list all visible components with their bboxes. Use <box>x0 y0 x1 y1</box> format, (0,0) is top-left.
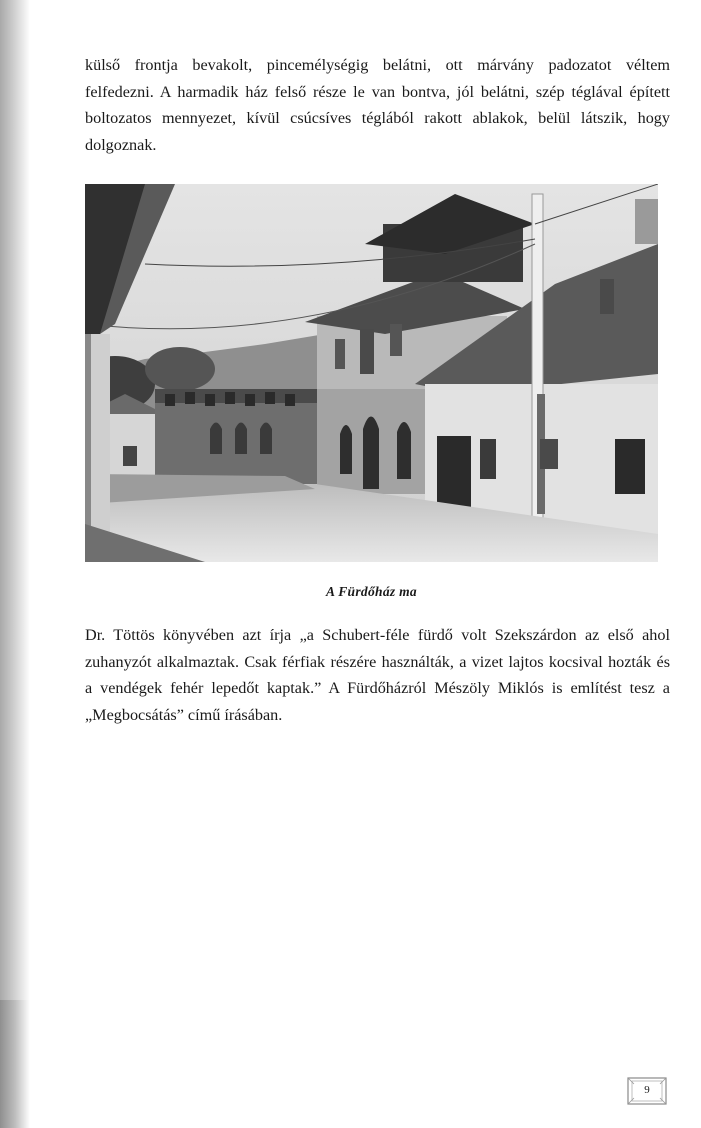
scan-shadow-edge-lower <box>0 1000 30 1128</box>
paragraph-line: a vendégek fehér lepedőt kaptak.” A Fürdőházról Mészöly Miklós is említést tesz a <box>85 679 670 697</box>
page-number-ornament <box>626 1076 668 1106</box>
paragraph-top <box>85 52 670 158</box>
paragraph-line: külső frontja bevakolt, pincemélységig belátni, ott márvány padozatot véltem <box>85 56 670 74</box>
scan-shadow-edge <box>0 0 30 1128</box>
paragraph-line: boltozatos mennyezet, kívül csúcsíves téglából rakott ablakok, belül látszik, hogy <box>85 109 670 127</box>
paragraph-line: „Megbocsátás” című írásában. <box>85 705 283 724</box>
paragraph-line: Dr. Töttös könyvében azt írja „a Schubert-féle fürdő volt Szekszárdon az első ahol <box>85 626 670 644</box>
paragraph-line: zuhanyzót alkalmaztak. Csak férfiak részére használták, a vizet lajtos kocsival hozták és <box>85 652 670 671</box>
page-number: 9 <box>644 1084 650 1096</box>
photo-bathhouse <box>85 184 658 562</box>
bathhouse-photo-illustration <box>85 184 658 562</box>
paragraph-line: dolgoznak. <box>85 135 157 154</box>
paragraph-bottom <box>85 622 670 728</box>
photo-caption: A Fürdőház ma <box>326 584 417 599</box>
paragraph-line: felfedezni. A harmadik ház felső része le van bontva, jól belátni, szép téglával épített <box>85 82 670 101</box>
